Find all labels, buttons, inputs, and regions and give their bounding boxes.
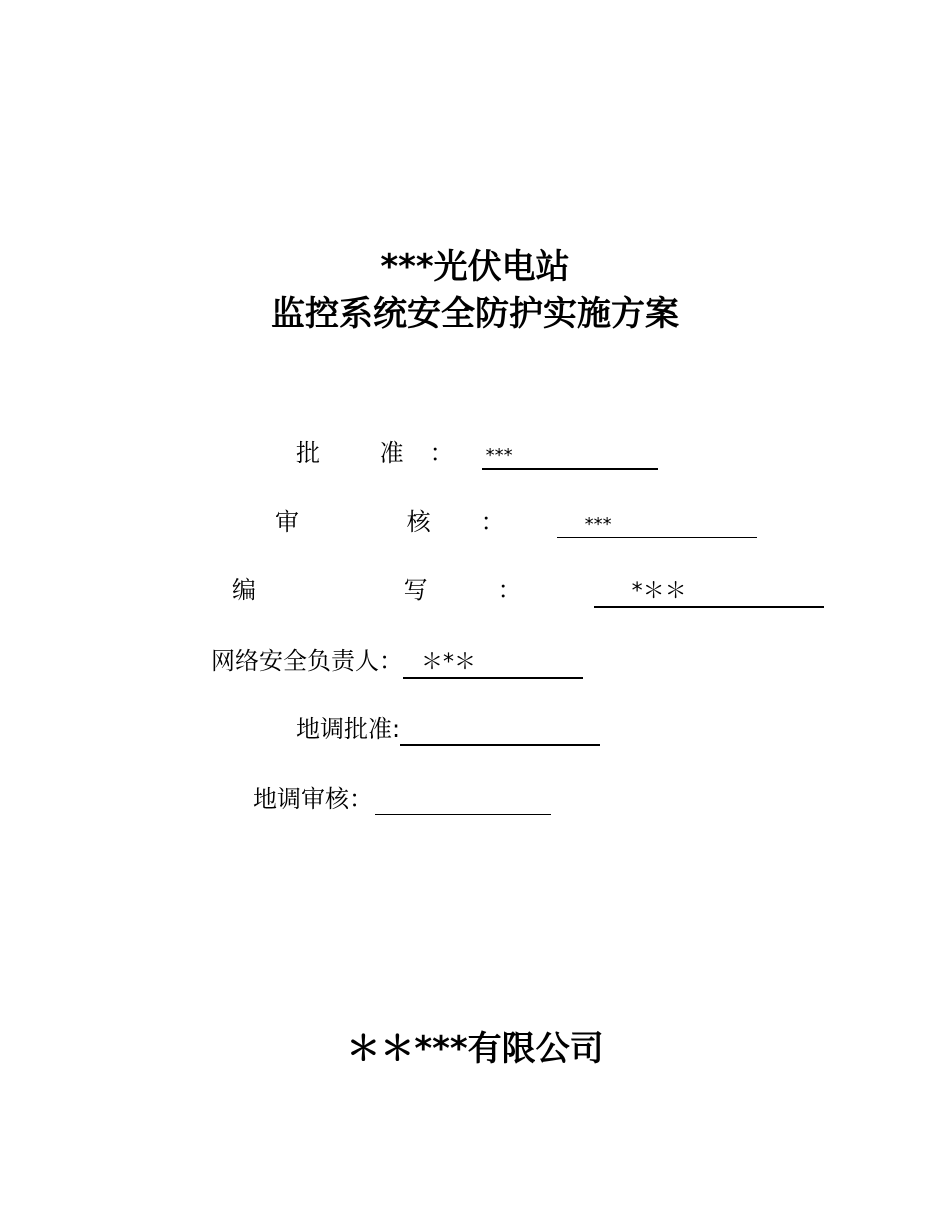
grid-approve-label: 地调批准: <box>296 715 401 743</box>
grid-approve-field <box>296 717 600 746</box>
document-title-line1: ***光伏电站 <box>380 247 570 287</box>
grid-review-value <box>375 793 551 815</box>
review-value: *** <box>557 516 757 538</box>
review-field <box>275 510 757 538</box>
review-label: 审 核： <box>275 508 555 536</box>
document-title-line2: 监控系统安全防护实施方案 <box>271 294 679 334</box>
write-value: *＊＊ <box>594 581 824 608</box>
network-security-owner-label: 网络安全负责人： <box>211 647 403 675</box>
write-label: 编 写： <box>232 576 592 604</box>
network-security-owner-value: ＊*＊ <box>403 652 583 679</box>
grid-review-field <box>253 787 551 815</box>
approve-value: *** <box>482 447 658 470</box>
grid-approve-value <box>400 723 600 746</box>
network-security-owner-field <box>211 649 583 679</box>
write-field <box>232 578 824 608</box>
grid-review-label: 地调审核： <box>253 785 373 813</box>
company-name: ＊＊***有限公司 <box>346 1029 604 1069</box>
approve-field <box>296 441 658 470</box>
approve-label: 批 准： <box>296 439 480 467</box>
